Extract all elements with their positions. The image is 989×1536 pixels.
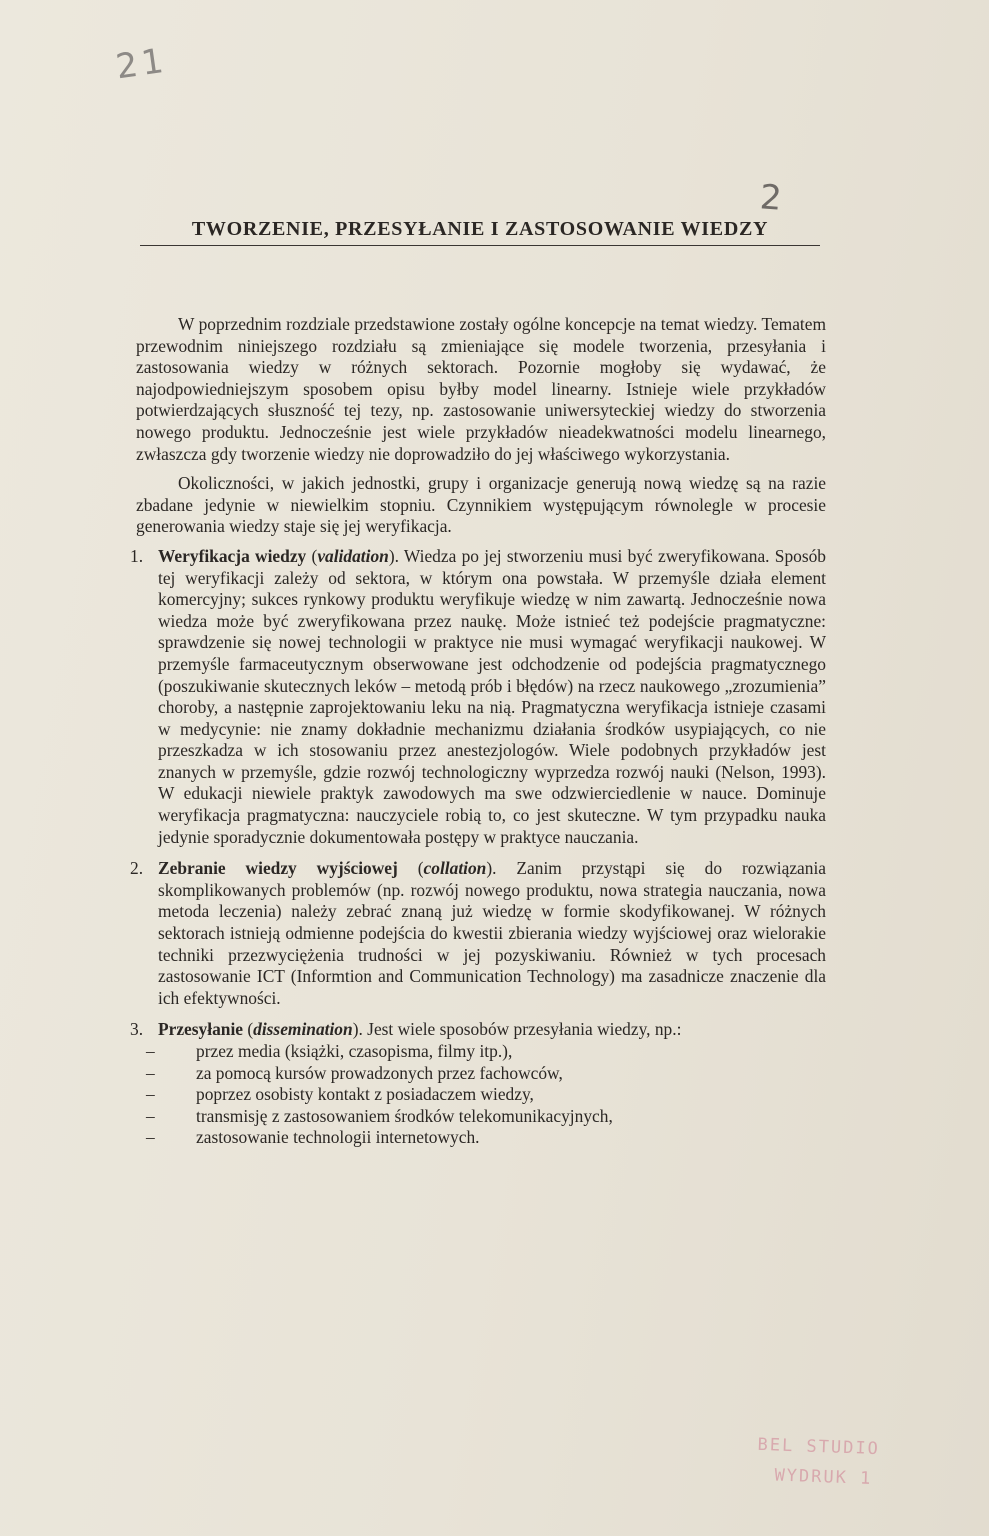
bullet-item: – zastosowanie technologii internetowych. bbox=[146, 1127, 480, 1148]
paragraph-circumstances: Okoliczności, w jakich jednostki, grupy i organizacje generują nową wiedzę są na razie zbadane jedynie w niewielkim stopniu. Czynnikiem występującym równolegle w procesie generowania wiedzy staje się jej weryfikacja. bbox=[136, 473, 826, 537]
paragraph-intro: W poprzednim rozdziale przedstawione zostały ogólne koncepcje na temat wiedzy. Tematem przewodnim niniejszego rozdziału są zmieniające się modele tworzenia, przesyłania i zastosowania wiedzy w różnych sektorach. Pozornie mogłoby się wydawać, że najodpowiedniejszym sposobem opisu byłby model linearny. Istnieje wiele przykładów potwierdzających słuszność tej tezy, np. zastosowanie uniwersyteckiej wiedzy do stworzenia nowego produktu. Jednocześnie jest wiele przykładów nieadekwatności modelu linearnego, zwłaszcza gdy tworzenie wiedzy nie doprowadziło do jej właściwego wykorzystania. bbox=[136, 314, 826, 464]
item-text: . Zanim przystąpi się do rozwiązania skomplikowanych problemów (np. rozwój nowego produktu, nowa strategia nauczania, nowa metoda leczenia) należy zebrać znaną już wiedzę w formie skodyfikowanej. W różnych sektorach istnieją odmienne podejścia do kwestii zbierania wiedzy wyjściowej oraz wielorakie techniki przezwyciężenia trudności w jej pozyskiwaniu. Również w tych procesach zastosowanie ICT (Informtion and Communication Technology) ma zasadnicze znaczenie dla ich efektywności. bbox=[158, 858, 827, 1008]
item-heading: Przesyłanie bbox=[158, 1019, 243, 1040]
stamp-line-1: BEL STUDIO bbox=[757, 1434, 881, 1460]
dissemination-methods bbox=[146, 1041, 826, 1149]
process-list bbox=[130, 545, 827, 1149]
bullet-item: – za pomocą kursów prowadzonych przez fachowców, bbox=[146, 1062, 563, 1083]
item-term: validation bbox=[317, 545, 389, 566]
list-number: 2. bbox=[130, 858, 144, 879]
bullet-item: – przez media (książki, czasopisma, filmy itp.), bbox=[146, 1041, 513, 1061]
stamp-line-2: WYDRUK 1 bbox=[774, 1465, 873, 1489]
item-heading: Zebranie wiedzy wyjściowej bbox=[158, 858, 398, 879]
item-heading: Weryfikacja wiedzy bbox=[158, 545, 307, 566]
handwritten-page-number: 21 bbox=[113, 40, 170, 88]
chapter-title: TWORZENIE, PRZESYŁANIE I ZASTOSOWANIE WIEDZY bbox=[140, 218, 820, 246]
bullet-item: – transmisję z zastosowaniem środków telekomunikacyjnych, bbox=[146, 1105, 613, 1126]
list-item-validation: 1. Weryfikacja wiedzy (validation). Wiedza po jej stworzeniu musi być zweryfikowana. Sposób tej weryfikacji zależy od sektora, w którym ona powstała. W przemyśle działa element komercyjny; sukces rynkowy produktu weryfikuje wiedzę w nim zawartą. Jednocześnie nowa wiedza może być zweryfikowana przez naukę. Może istnieć też podejście pragmatyczne: sprawdzenie się nowej technologii w praktyce nie musi wymagać weryfikacji naukowej. W przemyśle farmaceutycznym obserwowane jest odchodzenie od podejścia pragmatycznego (poszukiwanie skutecznych leków – metodą prób i błędów) na rzecz naukowego „zrozumienia” choroby, a następnie zaprojektowaniu leku na nią. Pragmatyczna weryfikacja istnieje czasami w medycynie: nie znamy dokładnie mechanizmu działania środków usypiających, co nie przeszkadza w ich stosowaniu przez anestezjologów. Wiele podobnych przykładów jest znanych w przemyśle, gdzie rozwój technologiczny wyprzedza rozwój nauki (Nelson, 1993). W edukacji niewiele praktyk zawodowych ma swe odzwierciedlenie w nauce. Dominuje weryfikacja pragmatyczna: nauczyciele robią to, co jest skuteczne. W tym przypadku nauka jedynie sporadycznie dokumentowała postępy w praktyce nauczania. bbox=[130, 545, 827, 847]
item-text: . Wiedza po jej stworzeniu musi być zweryfikowana. Sposób tej weryfikacji zależy od sektora, w którym ona powstała. W przemyśle działa element komercyjny; sukces rynkowy produktu weryfikuje wiedzę w nim zawartą. Jednocześnie nowa wiedza może być zweryfikowana przez naukę. Może istnieć też podejście pragmatyczne: sprawdzenie się nowej technologii w praktyce nie musi wymagać weryfikacji naukowej. W przemyśle farmaceutycznym obserwowane jest odchodzenie od podejścia pragmatycznego (poszukiwanie skutecznych leków – metodą prób i błędów) na rzecz naukowego „zrozumienia” choroby, a następnie zaprojektowaniu leku na nią. Pragmatyczna weryfikacja istnieje czasami w medycynie: nie znamy dokładnie mechanizmu działania środków usypiających, co nie przeszkadza w ich stosowaniu przez anestezjologów. Wiele podobnych przykładów jest znanych w przemyśle, gdzie rozwój technologiczny wyprzedza rozwój nauki (Nelson, 1993). W edukacji niewiele praktyk zawodowych ma swe odzwierciedlenie w nauce. Dominuje weryfikacja pragmatyczna: nauczyciele robią to, co jest skuteczne. W tym przypadku nauka jedynie sporadycznie dokumentowała postępy w praktyce nauczania. bbox=[158, 545, 827, 847]
chapter-body bbox=[130, 314, 827, 1159]
print-stamp bbox=[756, 1430, 880, 1494]
item-term: collation bbox=[423, 858, 487, 879]
item-term: dissemination bbox=[253, 1019, 353, 1040]
list-item-collation: 2. Zebranie wiedzy wyjściowej (collation). Zanim przystąpi się do rozwiązania skomplikowanych problemów (np. rozwój nowego produktu, nowa strategia nauczania, nowa metoda leczenia) należy zebrać znaną już wiedzę w formie skodyfikowanej. W różnych sektorach istnieją odmienne podejścia do kwestii zbierania wiedzy wyjściowej oraz wielorakie techniki przezwyciężenia trudności w jej pozyskiwaniu. Również w tych procesach zastosowanie ICT (Informtion and Communication Technology) ma zasadnicze znaczenie dla ich efektywności. bbox=[130, 858, 827, 1008]
list-item-dissemination: 3. Przesyłanie (dissemination). Jest wiele sposobów przesyłania wiedzy, np.: – przez media (książki, czasopisma, filmy itp.), – za pomocą kursów prowadzonych przez fachowców, – poprzez osobisty kontakt z posiadaczem wiedzy, – transmisję z zastosowaniem środków telekomunikacyjnych, – zastosowanie technologii internetowych. bbox=[136, 1019, 826, 1149]
bullet-item: – poprzez osobisty kontakt z posiadaczem wiedzy, bbox=[146, 1084, 534, 1105]
list-number: 1. bbox=[130, 545, 144, 566]
list-number: 3. bbox=[130, 1019, 144, 1040]
item-text: . Jest wiele sposobów przesyłania wiedzy, np.: bbox=[358, 1019, 682, 1040]
handwritten-chapter-number: 2 bbox=[758, 177, 784, 219]
